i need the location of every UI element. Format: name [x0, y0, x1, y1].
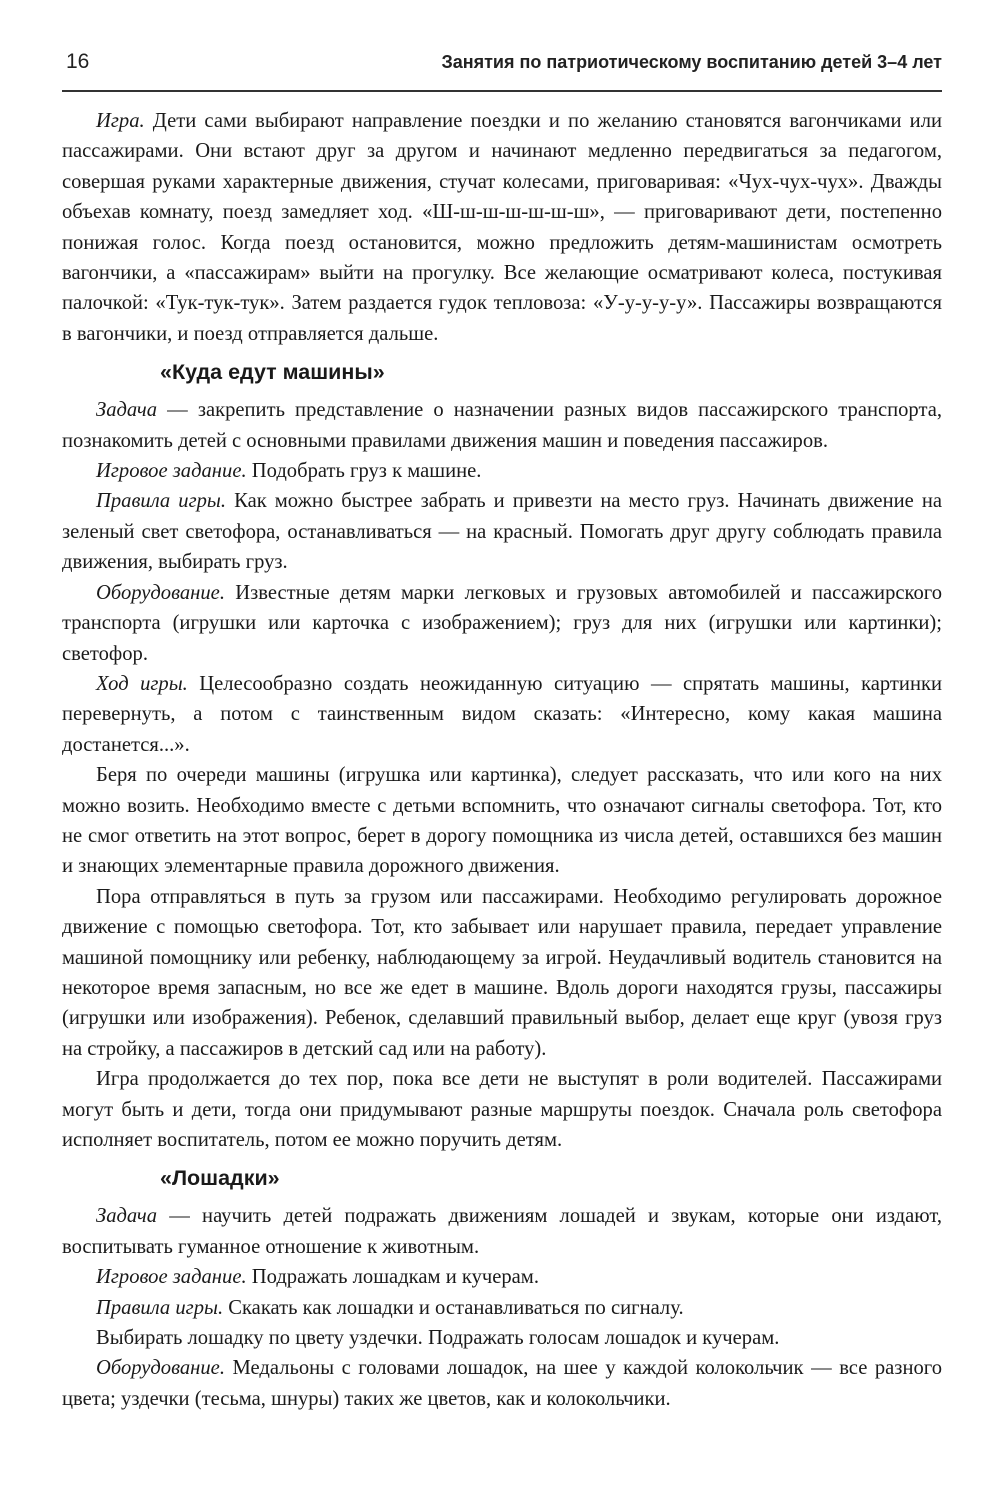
course-text: Целесообразно создать неожиданную ситуацию — спрятать машины, картинки перевернуть, а потом с таинственным видом сказать: «Интересно, кому какая машина достанется...».	[62, 672, 942, 756]
rules-continuation: Выбирать лошадку по цвету уздечки. Подражать голосам лошадок и кучерам.	[96, 1327, 780, 1350]
equipment-text: Медальоны с головами лошадок, на шее у каждой колокольчик — все разного цвета; уздечки (тесьма, шнуры) таких же цветов, как и колокольчики.	[62, 1357, 942, 1410]
section-heading-horses: «Лошадки»	[160, 1166, 280, 1191]
task-text: — научить детей подражать движениям лошадей и звукам, которые они издают, воспитывать гуманное отношение к животным.	[62, 1205, 942, 1258]
equipment-paragraph	[62, 1353, 942, 1414]
intro-paragraph	[62, 106, 942, 349]
rules-label: Правила игры.	[96, 490, 227, 513]
body-paragraph: Пора отправляться в путь за грузом или пассажирами. Необходимо регулировать дорожное движение с помощью светофора. Тот, кто забывает или нарушает правила, передает управление машиной помощнику или ребенку, наблюдающему за игрой. Неудачливый водитель становится на некоторое время запасным, но все же едет в машине. Вдоль дороги находятся грузы, пассажиры (игрушки или изображения). Ребенок, сделавший правильный выбор, делает еще круг (увозя груз на стройку, а пассажиров в детский сад или на работу).	[62, 885, 942, 1060]
course-paragraph	[62, 669, 942, 760]
running-title: Занятия по патриотическому воспитанию детей 3–4 лет	[441, 52, 942, 72]
rules-paragraph	[62, 486, 942, 577]
rules-label: Правила игры.	[96, 1296, 224, 1319]
intro-label: Игра.	[96, 110, 145, 132]
page-body	[62, 106, 942, 1414]
task-text: — закрепить представление о назначении разных видов пассажирского транспорта, познакомить детей с основными правилами движения машин и поведения пассажиров.	[62, 399, 942, 452]
game-task-text: Подражать лошадкам и кучерам.	[246, 1266, 539, 1289]
section-heading-cars: «Куда едут машины»	[160, 360, 385, 385]
rules-paragraph	[62, 1293, 942, 1323]
course-label: Ход игры.	[96, 672, 188, 695]
equipment-label: Оборудование.	[96, 1357, 225, 1380]
equipment-label: Оборудование.	[96, 581, 225, 604]
task-paragraph	[62, 395, 942, 456]
task-paragraph	[62, 1201, 942, 1262]
intro-text: Дети сами выбирают направление поездки и по желанию становятся вагончиками или пассажирами. Они встают друг за другом и начинают медленно передвигаться за педагогом, совершая руками характерные движения, стучат колесами, приговаривая: «Чух-чух-чух». Дважды объехав комнату, поезд замедляет ход. «Ш-ш-ш-ш-ш-ш-ш», — приговаривают дети, постепенно понижая голос. Когда поезд остановится, можно предложить детям-машинистам осмотреть вагончики, а «пассажирам» выйти на прогулку. Все желающие осматривают колеса, постукивая палочкой: «Тук-тук-тук». Затем раздается гудок тепловоза: «У-у-у-у-у». Пассажиры возвращаются в вагончики, и поезд отправляется дальше.	[62, 110, 942, 345]
equipment-text: Известные детям марки легковых и грузовых автомобилей и пассажирского транспорта (игрушки или карточка с изображением); груз для них (игрушки или картинки); светофор.	[62, 581, 942, 665]
task-label: Задача	[96, 1205, 158, 1228]
rules-text: Как можно быстрее забрать и привезти на место груз. Начинать движение на зеленый свет светофора, останавливаться — на красный. Помогать друг другу соблюдать правила движения, выбирать груз.	[62, 490, 942, 574]
rules-text: Скакать как лошадки и останавливаться по сигналу.	[223, 1296, 684, 1319]
task-label: Задача	[96, 399, 158, 422]
game-task-label: Игровое задание.	[96, 460, 247, 483]
page-header	[62, 48, 942, 92]
body-paragraph: Беря по очереди машины (игрушка или картинка), следует рассказать, что или кого на них можно возить. Необходимо вместе с детьми вспомнить, что означают сигналы светофора. Тот, кто не смог ответить на этот вопрос, берет в дорогу помощника из числа детей, оставшихся без машин и знающих элементарные правила дорожного движения.	[62, 764, 942, 878]
game-task-label: Игровое задание.	[96, 1266, 247, 1289]
game-task-paragraph	[62, 1262, 942, 1292]
game-task-paragraph	[62, 456, 942, 486]
body-paragraph: Игра продолжается до тех пор, пока все дети не выступят в роли водителей. Пассажирами могут быть и дети, тогда они придумывают разные маршруты поездок. Сначала роль светофора исполняет воспитатель, потом ее можно поручить детям.	[62, 1068, 942, 1151]
equipment-paragraph	[62, 578, 942, 669]
game-task-text: Подобрать груз к машине.	[246, 460, 482, 483]
page-number: 16	[66, 50, 90, 73]
